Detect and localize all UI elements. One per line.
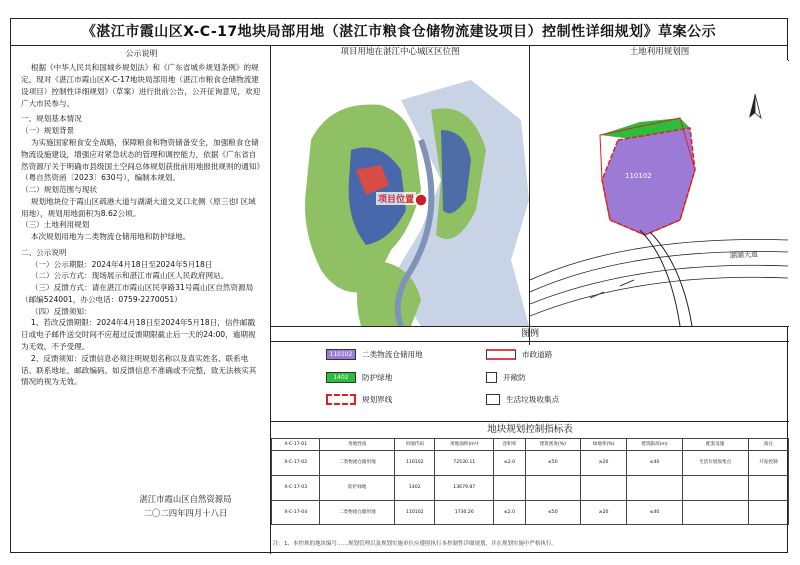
table-cell: 110102 — [395, 451, 435, 476]
section-2-4-1: 1、若改反馈期限：2024年4月18日至2024年5月18日，信件邮戳日或电子邮件送交时间不应超过反馈期限截止后一天的24:00，逾期视为无效，不予受理。 — [21, 318, 256, 351]
section-2-2: （二）公示方式：现场展示和湛江市霞山区人民政府网站。 — [30, 271, 229, 281]
table-cell: ≥20 — [580, 501, 626, 525]
table-cell: 110102 — [395, 501, 435, 525]
table-cell: ≤2.0 — [494, 451, 526, 476]
section-1-1-title: （一）规划背景 — [21, 126, 75, 136]
project-location-label: 项目位置 — [378, 194, 415, 204]
legend-item-logistics — [326, 349, 423, 360]
table-cell — [748, 501, 788, 525]
table-cell: 建筑限高(m) — [627, 439, 682, 451]
table-cell: ≤40 — [627, 501, 682, 525]
table-cell: 配套设施 — [682, 439, 748, 451]
landuse-map-panel — [530, 45, 789, 345]
table-cell: 72530.11 — [435, 451, 494, 476]
landuse-map-header: 土地利用规划图 — [530, 45, 789, 61]
location-map-svg — [271, 60, 529, 326]
table-cell: 二类物流仓储用地 — [320, 451, 395, 476]
legend-item-garbage — [486, 394, 559, 405]
section-1-3-title: （三）土地利用规划 — [21, 220, 90, 230]
table-cell: 备注 — [748, 439, 788, 451]
location-map — [271, 60, 529, 345]
legend-item-road — [486, 349, 552, 360]
table-cell: 用地面积(m²) — [435, 439, 494, 451]
table-cell — [682, 476, 748, 501]
control-table-header: 地块规划控制指标表 — [271, 421, 789, 439]
legend-item-open — [486, 372, 526, 383]
legend-label-open: 开敞防 — [503, 373, 526, 382]
table-cell: 开发控制 — [748, 451, 788, 476]
legend-label-boundary: 规划界线 — [362, 395, 393, 404]
signature-org: 湛江市霞山区自然资源局 — [139, 494, 232, 505]
table-cell: 绿地率(%) — [580, 439, 626, 451]
table-cell — [580, 476, 626, 501]
control-table — [271, 438, 789, 525]
poster-frame — [10, 18, 788, 553]
legend-swatch-road — [486, 349, 516, 360]
notice-heading: 公示说明 — [125, 49, 158, 58]
section-1-1-text: 为实施国家粮食安全战略，保障粮食和物资储备安全，加强粮食仓储物流设施建设，增强应对紧急状态的管理和调控能力，依据《广东省自然资源厅关于明确市县级国土空间总体规划获批前用地报批规则的通知》（粤自然资函〔2023〕630号），编制本规划。 — [21, 137, 261, 183]
table-row — [272, 451, 789, 476]
table-cell: 二类物流仓储用地 — [320, 501, 395, 525]
location-map-panel — [271, 45, 530, 345]
table-cell: 用地代码 — [395, 439, 435, 451]
legend-label-green: 防护绿地 — [362, 373, 393, 382]
legend-item-green — [326, 372, 392, 383]
legend — [271, 341, 789, 421]
landuse-map — [530, 60, 789, 345]
table-cell: X-C-17-04 — [272, 501, 320, 525]
logistics-code-label: 110102 — [625, 172, 652, 180]
project-location-marker — [415, 194, 427, 206]
page-title: 《湛江市霞山区X-C-17地块局部用地（湛江市粮食仓储物流建设项目）控制性详细规划》草案公示 — [11, 19, 787, 46]
section-2-3: （三）反馈方式：请在湛江市霞山区民享路31号霞山区自然资源局（邮编524001，办公电话：0759-2270051） — [21, 283, 254, 304]
table-cell: X-C-17-03 — [272, 476, 320, 501]
section-1-3-text: 本次规划用地为二类物流仓储用地和防护绿地。 — [30, 232, 191, 242]
table-cell — [748, 476, 788, 501]
table-cell: X-C-17-02 — [272, 451, 320, 476]
legend-header: 图例 — [271, 326, 789, 342]
table-cell: 用地性质 — [320, 439, 395, 451]
location-map-header: 项目用地在湛江中心城区区位图 — [271, 45, 529, 61]
table-cell — [682, 501, 748, 525]
table-cell — [494, 476, 526, 501]
table-cell: X-C-17-01 — [272, 439, 320, 451]
table-cell: 生活垃圾收集点 — [682, 451, 748, 476]
section-2-4: （四）反馈须知： — [30, 306, 92, 316]
garbage-point-icon — [486, 394, 500, 405]
table-cell — [627, 476, 682, 501]
table-cell — [525, 476, 580, 501]
legend-item-boundary — [326, 394, 392, 405]
section-1-2-title: （二）规划范围与现状 — [21, 185, 97, 195]
section-2-4-2: 2、反馈须知：反馈信息必须注明规划名称以及真实姓名、联系电话、联系地址、邮政编码。如反馈信息不准确或不完整，致无法核实其情况的视为无效。 — [21, 353, 257, 387]
table-cell: 1730.26 — [435, 501, 494, 525]
table-row — [272, 439, 789, 451]
table-cell: ≤2.0 — [494, 501, 526, 525]
table-cell: 防护绿地 — [320, 476, 395, 501]
section-2-title: 二、公示说明 — [21, 247, 67, 257]
legend-swatch-green: 1402 — [326, 372, 356, 383]
legend-swatch-logistics: 110102 — [326, 349, 356, 360]
table-row — [272, 501, 789, 525]
legend-label-garbage: 生活垃圾收集点 — [506, 395, 560, 404]
table-cell: ≥20 — [580, 451, 626, 476]
road-label: 湖湖大道 — [729, 250, 759, 260]
legend-label-road: 市政道路 — [522, 350, 553, 359]
table-cell: 建筑密度(%) — [525, 439, 580, 451]
table-cell: ≤50 — [525, 451, 580, 476]
landuse-map-svg — [530, 60, 788, 326]
open-space-icon — [486, 372, 497, 383]
signature-block — [11, 493, 270, 520]
section-1-2-text: 规划地块位于霞山区疏港大道与湖湖大道交叉口北侧（原三也I 区域用地），规划用地面积为8.62公顷。 — [21, 196, 256, 218]
signature-date: 二〇二四年四月十八日 — [143, 507, 228, 518]
table-cell: ≤40 — [627, 451, 682, 476]
section-1-title: 一、规划基本情况 — [21, 114, 82, 124]
control-table-note: 注：1、本控规的地块编号……规划管理以及规划实施单位应遵照执行本控制性详细规划，并在规划实施中严格执行。 — [273, 541, 558, 547]
notice-intro: 根据《中华人民共和国城乡规划法》和《广东省城乡规划条例》的规定，现对《湛江市霞山区X-C-17地块局部用地（湛江市粮食仓储物流建设项目）控制性详细规划》（草案）进行批前公告，公开征询意见，欢迎广大市民参与。 — [21, 63, 261, 108]
table-cell: 1402 — [395, 476, 435, 501]
section-2-1: （一）公示期限：2024年4月18日至2024年5月18日 — [30, 259, 213, 269]
table-cell: 13679.87 — [435, 476, 494, 501]
table-cell: 容积率 — [494, 439, 526, 451]
table-cell: ≤50 — [525, 501, 580, 525]
legend-swatch-boundary — [326, 394, 356, 405]
notice-column — [11, 45, 271, 554]
legend-label-logistics: 二类物流仓储用地 — [362, 350, 423, 359]
table-row — [272, 476, 789, 501]
